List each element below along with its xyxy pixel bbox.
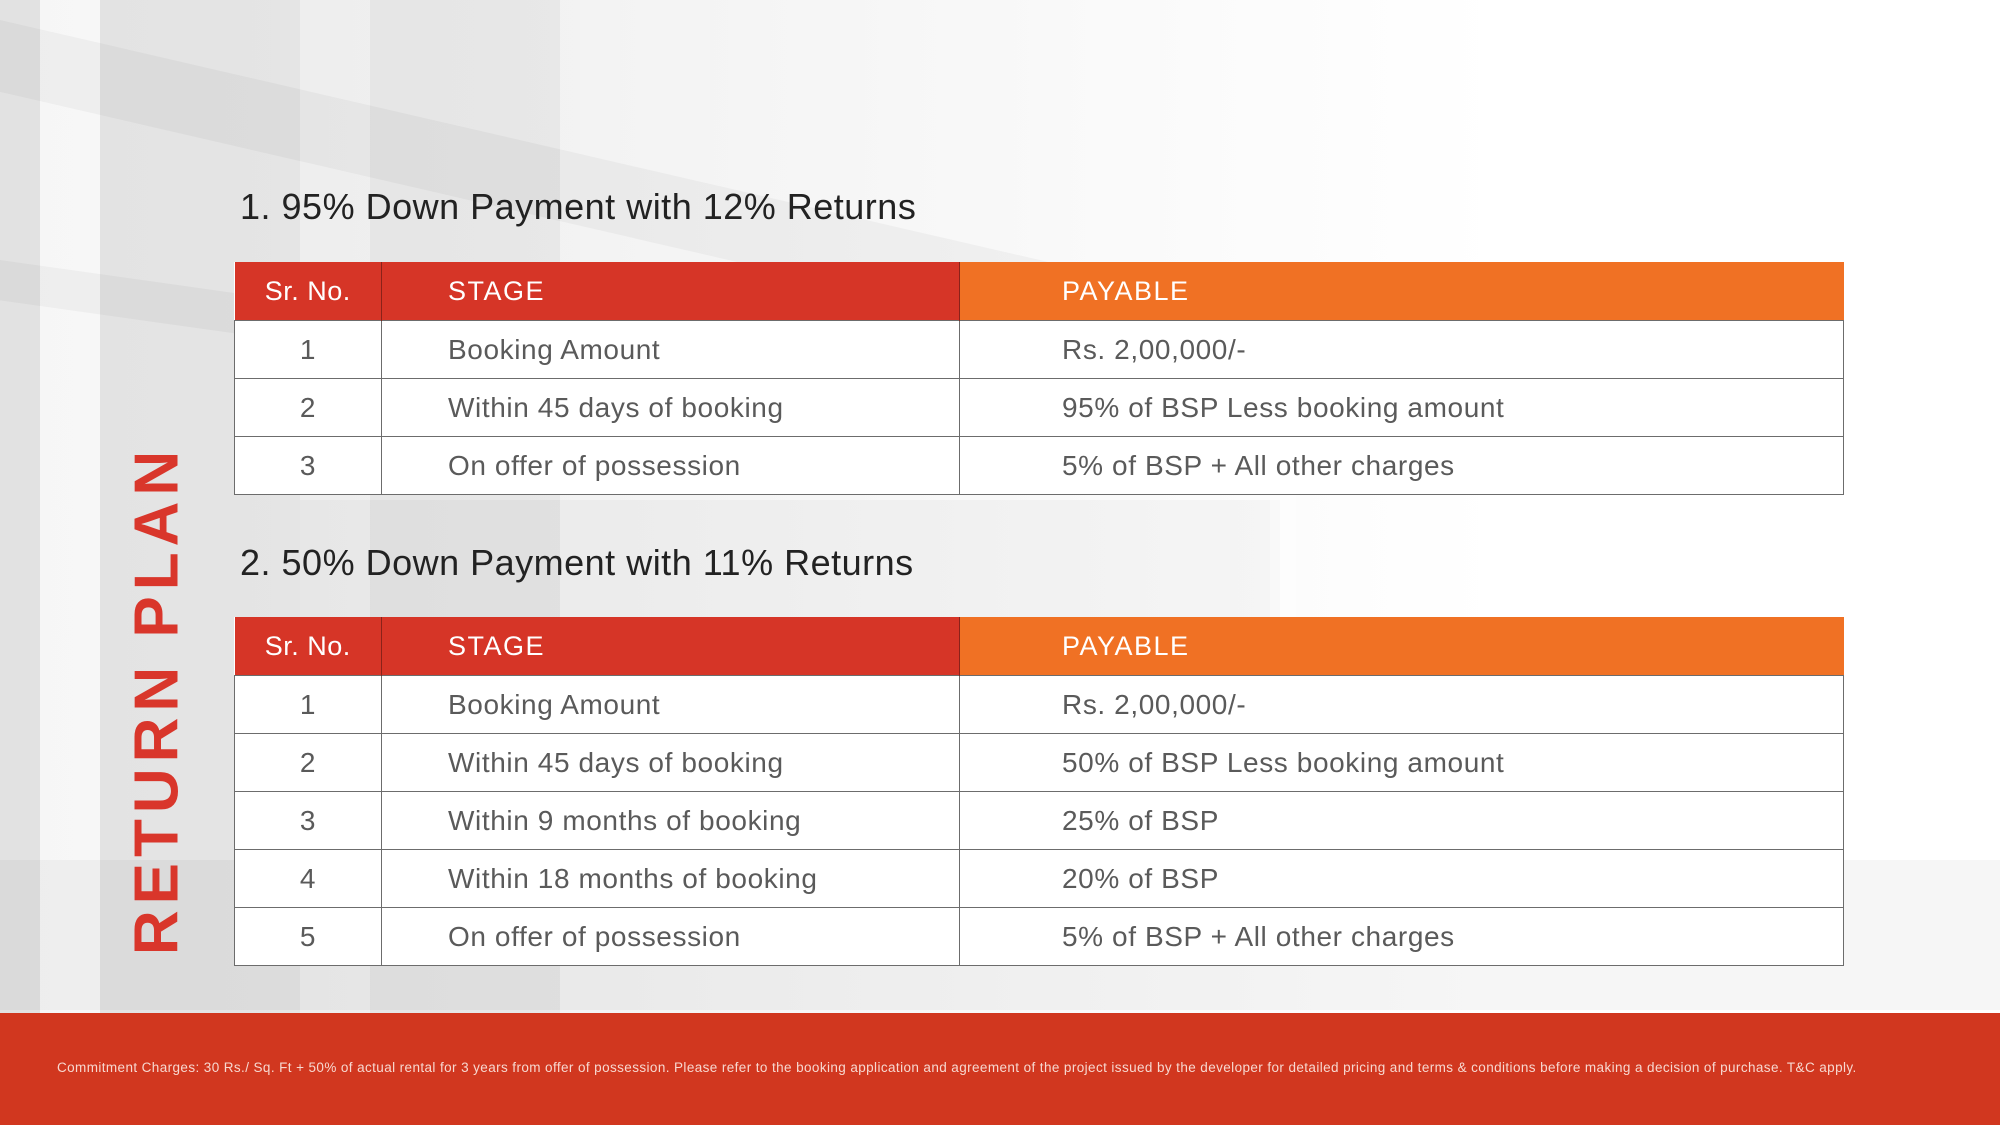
cell-stage: Within 9 months of booking	[382, 792, 960, 850]
plan-2-title: 2. 50% Down Payment with 11% Returns	[240, 542, 914, 583]
cell-sr-no: 4	[235, 850, 382, 908]
header-stage: STAGE	[382, 262, 960, 321]
table-row	[235, 850, 1844, 908]
header-stage: STAGE	[382, 617, 960, 676]
table-row	[235, 792, 1844, 850]
side-title: RETURN PLAN	[122, 444, 192, 956]
cell-stage: Within 18 months of booking	[382, 850, 960, 908]
table-row	[235, 734, 1844, 792]
cell-stage: Within 45 days of booking	[382, 379, 960, 437]
table-row	[235, 676, 1844, 734]
header-payable: PAYABLE	[960, 617, 1844, 676]
cell-sr-no: 3	[235, 792, 382, 850]
cell-stage: Within 45 days of booking	[382, 734, 960, 792]
cell-sr-no: 2	[235, 379, 382, 437]
plan-2-table	[234, 617, 1844, 966]
cell-payable: 5% of BSP + All other charges	[960, 437, 1844, 495]
table-header-row	[235, 617, 1844, 676]
plan-1-title: 1. 95% Down Payment with 12% Returns	[240, 186, 917, 227]
cell-payable: 20% of BSP	[960, 850, 1844, 908]
cell-payable: Rs. 2,00,000/-	[960, 676, 1844, 734]
table-header-row	[235, 262, 1844, 321]
cell-sr-no: 1	[235, 321, 382, 379]
header-sr-no: Sr. No.	[235, 262, 382, 321]
cell-payable: 25% of BSP	[960, 792, 1844, 850]
cell-payable: 95% of BSP Less booking amount	[960, 379, 1844, 437]
cell-sr-no: 5	[235, 908, 382, 966]
cell-stage: On offer of possession	[382, 437, 960, 495]
cell-stage: On offer of possession	[382, 908, 960, 966]
table-row	[235, 437, 1844, 495]
header-sr-no: Sr. No.	[235, 617, 382, 676]
cell-payable: Rs. 2,00,000/-	[960, 321, 1844, 379]
cell-stage: Booking Amount	[382, 676, 960, 734]
footer-bar	[0, 1013, 2000, 1125]
header-payable: PAYABLE	[960, 262, 1844, 321]
plan-1-table	[234, 262, 1844, 495]
cell-payable: 50% of BSP Less booking amount	[960, 734, 1844, 792]
cell-sr-no: 1	[235, 676, 382, 734]
cell-payable: 5% of BSP + All other charges	[960, 908, 1844, 966]
cell-sr-no: 3	[235, 437, 382, 495]
footer-disclaimer: Commitment Charges: 30 Rs./ Sq. Ft + 50% of actual rental for 3 years from offer of possession. Please refer to the booking application and agreement of the project issued by the developer for detailed pricing and terms & conditions before making a decision of purchase. T&C apply.	[57, 1060, 1857, 1075]
cell-sr-no: 2	[235, 734, 382, 792]
cell-stage: Booking Amount	[382, 321, 960, 379]
table-row	[235, 908, 1844, 966]
table-row	[235, 321, 1844, 379]
table-row	[235, 379, 1844, 437]
